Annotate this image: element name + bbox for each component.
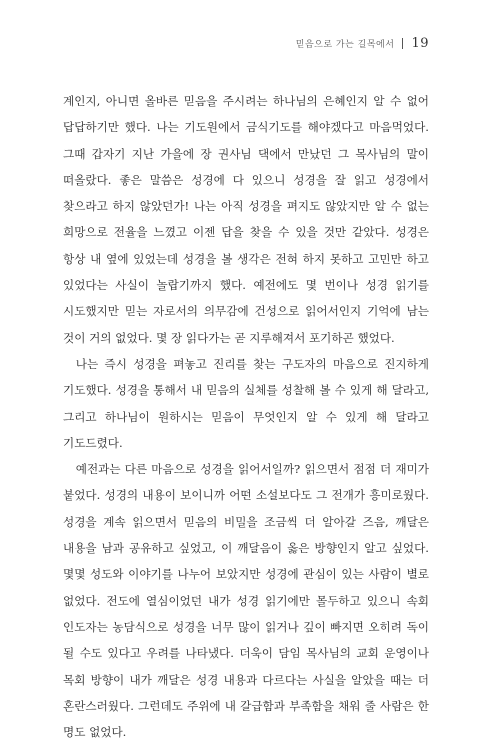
- header-divider: [402, 38, 403, 49]
- paragraph-3: 예전과는 다른 마음으로 성경을 읽어서일까? 읽으면서 점점 더 재미가 붙었다. 성경의 내용이 보이니까 어떤 소설보다도 그 전개가 흥미로웠다. 성경을 계속 읽으면서 믿음의 비밀을 조금씩 더 알아갈 즈음, 깨달은 내용을 남과 공유하고 싶었고, 이 깨달음이 옳은 방향인지 알고 싶었다. 몇몇 성도와 이야기를 나누어 보았지만 성경에 관심이 있는 사람이 별로 없었다. 전도에 열심이었던 내가 성경 읽기에만 몰두하고 있으니 속회 인도자는 농담식으로 성경을 너무 많이 읽거나 깊이 빠지면 오히려 독이 될 수도 있다고 우려를 나타냈다. 더욱이 담임 목사님의 교회 운영이나 목회 방향이 내가 깨달은 성경 내용과 다르다는 사실을 알았을 때는 더 혼란스러웠다. 그런데도 주위에 내 갈급함과 부족함을 채워 줄 사람은 한 명도 없었다.: [63, 462, 429, 740]
- body-text: [63, 88, 429, 745]
- paragraph-1: 계인지, 아니면 올바른 믿음을 주시려는 하나님의 은혜인지 알 수 없어 답답하기만 했다. 나는 기도원에서 금식기도를 해야겠다고 마음먹었다. 그때 갑자기 지난 가을에 장 권사님 댁에서 만났던 그 목사님의 말이 떠올랐다. 좋은 말씀은 성경에 다 있으니 성경을 잘 읽고 성경에서 찾으라고 하지 않았던가! 나는 아직 성경을 펴지도 않았지만 알 수 없는 희망으로 전율을 느꼈고 이젠 답을 찾을 수 있을 것만 같았다. 성경은 항상 내 옆에 있었는데 성경을 볼 생각은 전혀 하지 못하고 고민만 하고 있었다는 사실이 놀랍기까지 했다. 예전에도 몇 번이나 성경 읽기를 시도했지만 믿는 자로서의 의무감에 건성으로 읽어서인지 기억에 남는 것이 거의 없었다. 몇 장 읽다가는 곧 지루해져서 포기하곤 했었다.: [63, 94, 429, 345]
- page-number: 19: [411, 36, 429, 51]
- running-header: [296, 36, 429, 51]
- paragraph-2: 나는 즉시 성경을 펴놓고 진리를 찾는 구도자의 마음으로 진지하게 기도했다. 성경을 통해서 내 믿음의 실체를 성찰해 볼 수 있게 해 달라고, 그리고 하나님이 원하시는 믿음이 무엇인지 알 수 있게 해 달라고 기도드렸다.: [63, 356, 429, 450]
- running-title: 믿음으로 가는 길목에서: [295, 40, 395, 50]
